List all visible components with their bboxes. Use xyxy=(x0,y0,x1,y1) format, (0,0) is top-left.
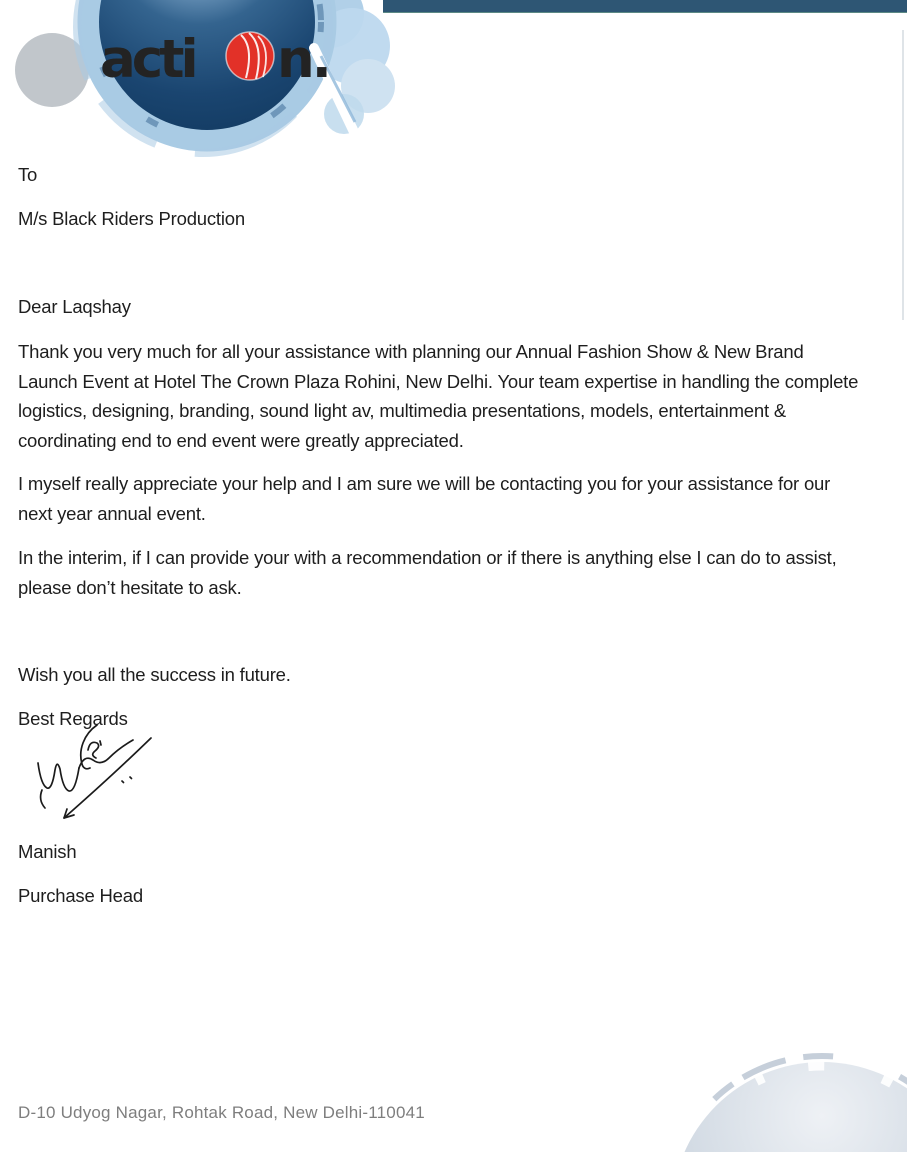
footer-address: D-10 Udyog Nagar, Rohtak Road, New Delhi-110041 xyxy=(18,1103,425,1122)
recipient-name: M/s Black Riders Production xyxy=(18,208,245,229)
header-top-bar xyxy=(383,0,907,13)
logo-word-start: acti xyxy=(100,29,195,90)
paragraph-1: Thank you very much for all your assistance with planning our Annual Fashion Show & New Brand Launch Event at Hotel The Crown Plaza Rohini, New Delhi. Your team expertise in handling the complete logistics, designing, branding, sound light av, multimedia presentations, models, entertainment & coordinating end to end event were greatly appreciated. xyxy=(18,341,859,451)
bottom-sphere-decoration xyxy=(657,1027,907,1152)
signer-name: Manish xyxy=(18,841,77,862)
closing-wish: Wish you all the success in future. xyxy=(18,664,291,685)
company-logo xyxy=(0,0,430,165)
salutation: Dear Laqshay xyxy=(18,296,131,317)
page-edge-artifact xyxy=(902,30,904,320)
signature-image xyxy=(24,708,169,828)
logo-artwork-icon xyxy=(0,0,430,165)
logo-word-end: n. xyxy=(277,29,329,90)
signer-title: Purchase Head xyxy=(18,885,143,906)
regards-line: Best Regards xyxy=(18,708,128,729)
paragraph-3: In the interim, if I can provide your with a recommendation or if there is anything else I can do to assist, please don’t hesitate to ask. xyxy=(18,547,837,598)
to-label: To xyxy=(18,164,38,185)
paragraph-2: I myself really appreciate your help and I am sure we will be contacting you for your assistance for our next year annual event. xyxy=(18,473,831,524)
